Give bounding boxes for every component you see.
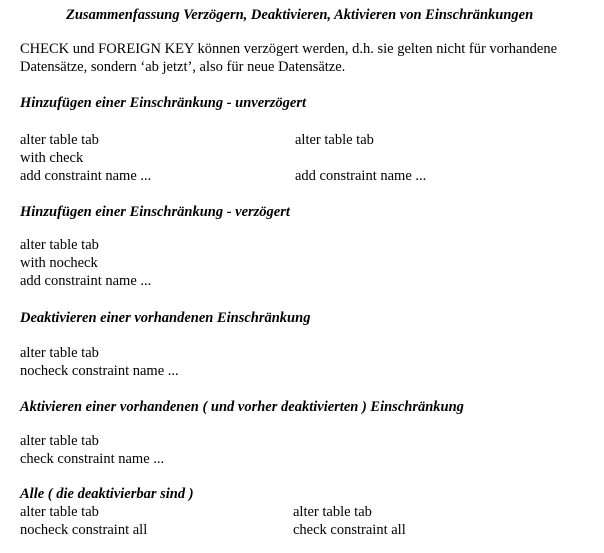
page-title: Zusammenfassung Verzögern, Deaktivieren, Aktivieren von Einschränkungen xyxy=(66,7,534,23)
code-line: with check xyxy=(20,150,84,166)
code-line: alter table tab xyxy=(20,132,99,148)
intro-line-2: Datensätze, sondern ‘ab jetzt’, also für neue Datensätze. xyxy=(20,59,346,75)
code-line: add constraint name ... xyxy=(20,168,152,184)
section-heading-deactivate: Deaktivieren einer vorhandenen Einschränkung xyxy=(20,310,311,326)
code-line: alter table tab xyxy=(295,132,374,148)
code-line: add constraint name ... xyxy=(295,168,427,184)
code-line: check constraint name ... xyxy=(20,451,165,467)
code-line: nocheck constraint all xyxy=(20,522,148,538)
code-line: alter table tab xyxy=(20,345,99,361)
section-heading-activate: Aktivieren einer vorhandenen ( und vorher deaktivierten ) Einschränkung xyxy=(20,399,464,415)
code-line: alter table tab xyxy=(20,433,99,449)
section-heading-add-deferred: Hinzufügen einer Einschränkung - verzögert xyxy=(20,204,290,220)
code-line: with nocheck xyxy=(20,255,98,271)
code-line: nocheck constraint name ... xyxy=(20,363,179,379)
section-heading-add-immediate: Hinzufügen einer Einschränkung - unverzögert xyxy=(20,95,307,111)
code-line: check constraint all xyxy=(293,522,406,538)
section-heading-all: Alle ( die deaktivierbar sind ) xyxy=(20,486,194,502)
code-line: alter table tab xyxy=(20,504,99,520)
code-line: add constraint name ... xyxy=(20,273,152,289)
code-line: alter table tab xyxy=(20,237,99,253)
code-line: alter table tab xyxy=(293,504,372,520)
intro-line-1: CHECK und FOREIGN KEY können verzögert werden, d.h. sie gelten nicht für vorhandene xyxy=(20,41,558,57)
